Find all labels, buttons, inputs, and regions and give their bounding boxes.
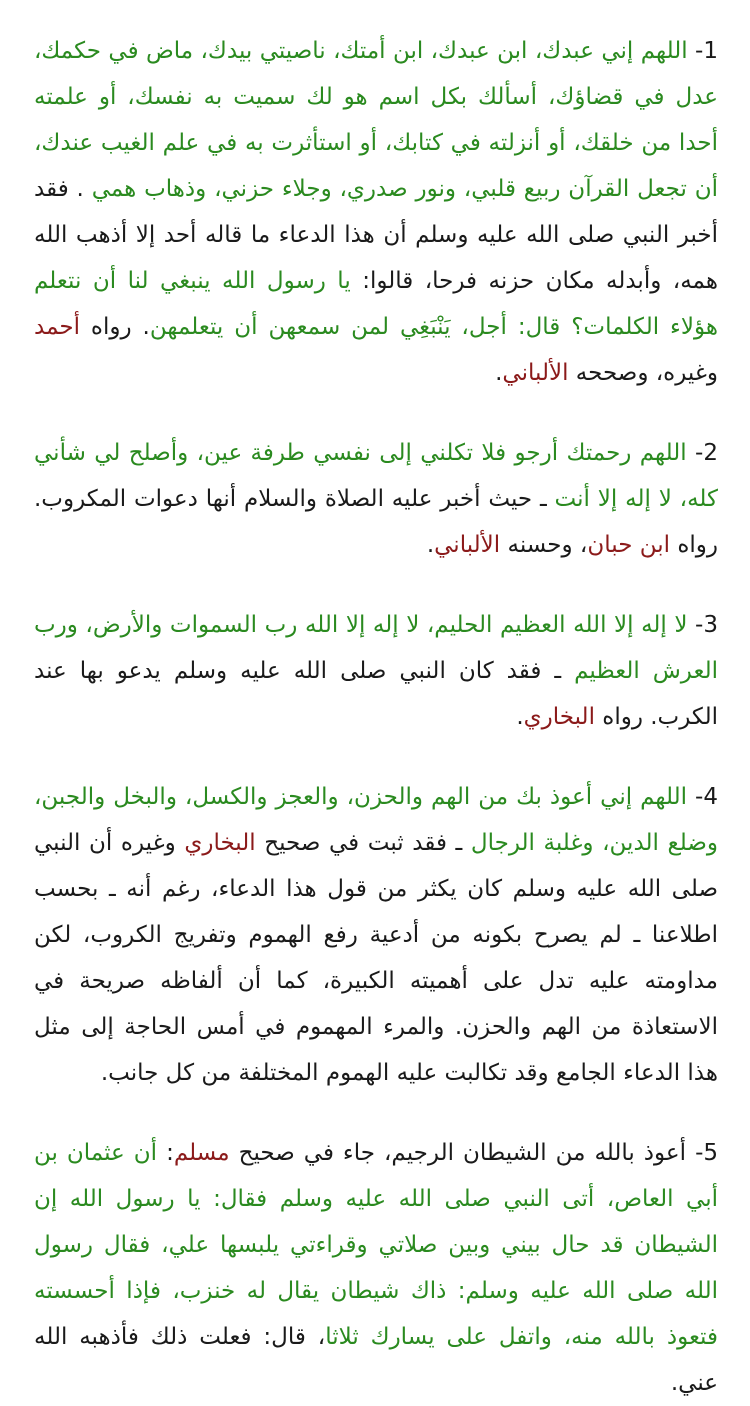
paragraph-2 — [34, 430, 718, 568]
body-text: . — [495, 360, 503, 386]
item-number: 3- — [695, 612, 718, 638]
item-number: 1- — [695, 38, 718, 64]
source-name: مسلم — [173, 1140, 230, 1166]
hadith-quote: يا رسول الله ينبغي لنا أن نتعلم هؤلاء الكلمات؟ قال: أجل، يَنْبَغِي لمن سمعهن أن يتعلمهن — [34, 268, 718, 340]
source-name: ابن حبان — [587, 532, 671, 558]
body-text: ، جاء في صحيح — [229, 1140, 392, 1166]
paragraph-1 — [34, 28, 718, 396]
body-text: ـ حيث أخبر عليه الصلاة والسلام أنها دعوات المكروب. رواه — [34, 486, 718, 558]
item-number: 5- — [695, 1140, 719, 1166]
body-text: ، وحسنه — [500, 532, 588, 558]
body-text: . — [426, 532, 435, 558]
source-name: الألباني — [502, 360, 569, 386]
body-text: وغيره أن النبي صلى الله عليه وسلم كان يكثر من قول هذا الدعاء، رغم أنه ـ بحسب اطلاعنا ـ لم يصرح بكونه من أدعية رفع الهموم وتفريج الكروب، لكن مداومته عليه تدل على أهميته الكبيرة، كما أن ألفاظه صريحة في الاستعاذة من الهم والحزن. والمرء المهموم في أمس الحاجة إلى مثل هذا الدعاء الجامع وقد تكالبت عليه الهموم المختلفة من كل جانب. — [34, 830, 718, 1086]
body-text: ـ فقد ثبت في صحيح — [255, 830, 471, 856]
paragraph-3 — [34, 602, 718, 740]
hadith-quote: أن عثمان بن أبي العاص، أتى النبي صلى الله عليه وسلم فقال: يا رسول الله إن الشيطان قد حال بيني وبين صلاتي وقراءتي يلبسها علي، فقال رسول الله صلى الله عليه وسلم: ذاك شيطان يقال له خنزب، فإذا أحسسته فتعوذ بالله منه، واتفل على يسارك ثلاثا — [34, 1140, 718, 1350]
body-text: : — [157, 1140, 174, 1166]
paragraph-5 — [34, 1130, 718, 1406]
source-name: الألباني — [434, 532, 501, 558]
source-name: البخاري — [184, 830, 256, 856]
source-name: أحمد — [34, 314, 80, 340]
dua-text: اللهم إني عبدك، ابن عبدك، ابن أمتك، ناصيتي بيدك، ماض في حكمك، عدل في قضاؤك، أسألك بكل اسم هو لك سميت به نفسك، أو علمته أحدا من خلقك، أو أنزلته في كتابك، أو استأثرت به في علم الغيب عندك، أن تجعل القرآن ربيع قلبي، ونور صدري، وجلاء حزني، وذهاب همي — [34, 38, 719, 202]
item-number: 4- — [695, 784, 718, 810]
dua-text: اللهم رحمتك أرجو فلا تكلني إلى نفسي طرفة عين، وأصلح لي شأني كله، لا إله إلا أنت — [34, 440, 718, 512]
dua-text: لا إله إلا الله العظيم الحليم، لا إله إلا الله رب السموات والأرض، ورب العرش العظيم — [34, 612, 718, 684]
body-text: ـ فقد كان النبي صلى الله عليه وسلم يدعو بها عند الكرب. رواه — [34, 658, 718, 730]
body-text: . — [516, 704, 524, 730]
dua-text: اللهم إني أعوذ بك من الهم والحزن، والعجز والكسل، والبخل والجبن، وضلع الدين، وغلبة الرجال — [34, 784, 719, 856]
paragraph-4 — [34, 774, 718, 1096]
item-number: 2- — [695, 440, 718, 466]
source-name: البخاري — [523, 704, 595, 730]
body-text: وغيره، وصححه — [568, 360, 718, 386]
body-text: . رواه — [79, 314, 150, 340]
body-text: . فقد أخبر النبي صلى الله عليه وسلم أن هذا الدعاء ما قاله أحد إلا أذهب الله همه، وأبدله مكان حزنه فرحا، قالوا: — [34, 176, 718, 294]
dua-text: أعوذ بالله من الشيطان الرجيم — [391, 1140, 687, 1166]
body-text: ، قال: فعلت ذلك فأذهبه الله عني. — [34, 1324, 718, 1396]
